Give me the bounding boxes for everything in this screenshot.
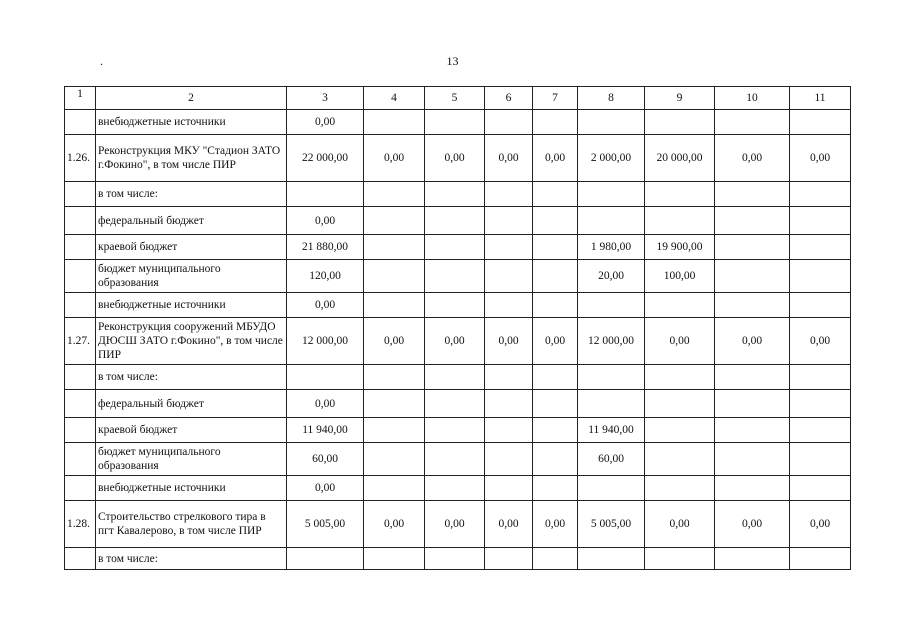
row-code	[65, 207, 96, 235]
value-cell-col-4	[364, 110, 425, 135]
value-cell-col-4	[364, 476, 425, 501]
value-cell-col-10	[715, 365, 790, 390]
value-cell-col-8	[578, 365, 645, 390]
value-cell-col-5	[425, 390, 485, 418]
row-code: 1.27.	[65, 318, 96, 365]
header-cell-5: 5	[425, 87, 485, 110]
value-cell-col-7: 0,00	[533, 501, 578, 548]
value-cell-col-9	[645, 418, 715, 443]
value-cell-col-3: 0,00	[287, 293, 364, 318]
value-cell-col-4	[364, 365, 425, 390]
row-label: в том числе:	[96, 365, 287, 390]
value-cell-col-4	[364, 182, 425, 207]
value-cell-col-5	[425, 293, 485, 318]
row-label: внебюджетные источники	[96, 476, 287, 501]
value-cell-col-10	[715, 182, 790, 207]
value-cell-col-5	[425, 235, 485, 260]
value-cell-col-6	[485, 548, 533, 570]
header-cell-4: 4	[364, 87, 425, 110]
header-cell-1: 1	[65, 87, 96, 110]
row-label: бюджет муниципального образования	[96, 260, 287, 293]
value-cell-col-6	[485, 390, 533, 418]
row-label: в том числе:	[96, 548, 287, 570]
value-cell-col-5	[425, 548, 485, 570]
value-cell-col-4	[364, 443, 425, 476]
value-cell-col-4	[364, 548, 425, 570]
page-mark: .	[100, 54, 103, 68]
page-number: 13	[446, 54, 459, 68]
row-label: Реконструкция сооружений МБУДО ДЮСШ ЗАТО г.Фокино", в том числе ПИР	[96, 318, 287, 365]
value-cell-col-6	[485, 207, 533, 235]
value-cell-col-4	[364, 260, 425, 293]
value-cell-col-6	[485, 110, 533, 135]
row-code: 1.28.	[65, 501, 96, 548]
table-row	[65, 135, 851, 182]
value-cell-col-9	[645, 293, 715, 318]
value-cell-col-3: 0,00	[287, 110, 364, 135]
value-cell-col-9	[645, 365, 715, 390]
table-body	[65, 87, 851, 570]
value-cell-col-10	[715, 207, 790, 235]
row-label: краевой бюджет	[96, 235, 287, 260]
value-cell-col-10	[715, 548, 790, 570]
row-code	[65, 476, 96, 501]
value-cell-col-9	[645, 443, 715, 476]
value-cell-col-7	[533, 418, 578, 443]
value-cell-col-6	[485, 293, 533, 318]
value-cell-col-3: 12 000,00	[287, 318, 364, 365]
table-row	[65, 418, 851, 443]
table-row	[65, 293, 851, 318]
value-cell-col-9	[645, 207, 715, 235]
value-cell-col-10	[715, 476, 790, 501]
table-row	[65, 318, 851, 365]
row-code	[65, 293, 96, 318]
value-cell-col-5: 0,00	[425, 501, 485, 548]
row-label: Реконструкция МКУ "Стадион ЗАТО г.Фокино", в том числе ПИР	[96, 135, 287, 182]
value-cell-col-8: 2 000,00	[578, 135, 645, 182]
row-code	[65, 390, 96, 418]
table-row	[65, 390, 851, 418]
value-cell-col-5	[425, 418, 485, 443]
value-cell-col-7	[533, 390, 578, 418]
value-cell-col-8	[578, 293, 645, 318]
value-cell-col-3: 5 005,00	[287, 501, 364, 548]
value-cell-col-9: 19 900,00	[645, 235, 715, 260]
value-cell-col-10: 0,00	[715, 501, 790, 548]
value-cell-col-10	[715, 418, 790, 443]
value-cell-col-11	[790, 390, 851, 418]
value-cell-col-9	[645, 390, 715, 418]
value-cell-col-3: 0,00	[287, 476, 364, 501]
value-cell-col-8: 5 005,00	[578, 501, 645, 548]
value-cell-col-5: 0,00	[425, 135, 485, 182]
header-cell-11: 11	[790, 87, 851, 110]
value-cell-col-4: 0,00	[364, 135, 425, 182]
value-cell-col-6	[485, 476, 533, 501]
value-cell-col-10	[715, 443, 790, 476]
value-cell-col-11	[790, 182, 851, 207]
value-cell-col-4	[364, 418, 425, 443]
value-cell-col-11	[790, 476, 851, 501]
value-cell-col-8	[578, 390, 645, 418]
row-code	[65, 110, 96, 135]
value-cell-col-6: 0,00	[485, 318, 533, 365]
value-cell-col-8: 11 940,00	[578, 418, 645, 443]
value-cell-col-7	[533, 365, 578, 390]
value-cell-col-8	[578, 476, 645, 501]
value-cell-col-4	[364, 293, 425, 318]
header-cell-6: 6	[485, 87, 533, 110]
value-cell-col-5	[425, 182, 485, 207]
row-label: внебюджетные источники	[96, 293, 287, 318]
value-cell-col-10: 0,00	[715, 318, 790, 365]
header-cell-7: 7	[533, 87, 578, 110]
table-row	[65, 501, 851, 548]
value-cell-col-11	[790, 365, 851, 390]
row-code	[65, 235, 96, 260]
value-cell-col-11	[790, 548, 851, 570]
value-cell-col-3: 0,00	[287, 207, 364, 235]
value-cell-col-3	[287, 182, 364, 207]
value-cell-col-11	[790, 207, 851, 235]
value-cell-col-11	[790, 443, 851, 476]
value-cell-col-3: 60,00	[287, 443, 364, 476]
row-label: бюджет муниципального образования	[96, 443, 287, 476]
value-cell-col-6	[485, 260, 533, 293]
value-cell-col-7	[533, 235, 578, 260]
value-cell-col-6	[485, 365, 533, 390]
value-cell-col-8	[578, 182, 645, 207]
table-row	[65, 548, 851, 570]
header-cell-3: 3	[287, 87, 364, 110]
value-cell-col-8	[578, 207, 645, 235]
value-cell-col-6	[485, 443, 533, 476]
value-cell-col-3: 0,00	[287, 390, 364, 418]
row-label: краевой бюджет	[96, 418, 287, 443]
value-cell-col-7	[533, 548, 578, 570]
value-cell-col-3: 21 880,00	[287, 235, 364, 260]
value-cell-col-9: 0,00	[645, 318, 715, 365]
value-cell-col-5	[425, 207, 485, 235]
value-cell-col-10	[715, 235, 790, 260]
value-cell-col-11: 0,00	[790, 135, 851, 182]
value-cell-col-9: 100,00	[645, 260, 715, 293]
value-cell-col-5	[425, 365, 485, 390]
row-code	[65, 443, 96, 476]
value-cell-col-4	[364, 207, 425, 235]
table-row	[65, 476, 851, 501]
value-cell-col-7	[533, 443, 578, 476]
value-cell-col-9: 0,00	[645, 501, 715, 548]
value-cell-col-8: 60,00	[578, 443, 645, 476]
value-cell-col-10	[715, 110, 790, 135]
value-cell-col-4: 0,00	[364, 501, 425, 548]
value-cell-col-10	[715, 260, 790, 293]
table-row	[65, 235, 851, 260]
value-cell-col-8	[578, 110, 645, 135]
header-cell-10: 10	[715, 87, 790, 110]
value-cell-col-8: 1 980,00	[578, 235, 645, 260]
row-code	[65, 418, 96, 443]
value-cell-col-8: 12 000,00	[578, 318, 645, 365]
value-cell-col-9	[645, 548, 715, 570]
table-row	[65, 182, 851, 207]
value-cell-col-10	[715, 390, 790, 418]
table-row	[65, 365, 851, 390]
value-cell-col-6: 0,00	[485, 501, 533, 548]
value-cell-col-9: 20 000,00	[645, 135, 715, 182]
value-cell-col-3: 22 000,00	[287, 135, 364, 182]
value-cell-col-11	[790, 235, 851, 260]
value-cell-col-11: 0,00	[790, 501, 851, 548]
value-cell-col-3: 11 940,00	[287, 418, 364, 443]
value-cell-col-4	[364, 235, 425, 260]
budget-table	[64, 86, 851, 570]
value-cell-col-11: 0,00	[790, 318, 851, 365]
value-cell-col-5	[425, 110, 485, 135]
value-cell-col-6	[485, 182, 533, 207]
row-code	[65, 260, 96, 293]
value-cell-col-4	[364, 390, 425, 418]
value-cell-col-7: 0,00	[533, 318, 578, 365]
value-cell-col-6	[485, 418, 533, 443]
row-code	[65, 365, 96, 390]
table-row	[65, 260, 851, 293]
row-code	[65, 548, 96, 570]
value-cell-col-9	[645, 476, 715, 501]
value-cell-col-5: 0,00	[425, 318, 485, 365]
value-cell-col-5	[425, 476, 485, 501]
row-code: 1.26.	[65, 135, 96, 182]
value-cell-col-6: 0,00	[485, 135, 533, 182]
value-cell-col-11	[790, 260, 851, 293]
value-cell-col-7	[533, 207, 578, 235]
value-cell-col-5	[425, 443, 485, 476]
row-label: федеральный бюджет	[96, 207, 287, 235]
value-cell-col-3	[287, 365, 364, 390]
value-cell-col-7: 0,00	[533, 135, 578, 182]
value-cell-col-8: 20,00	[578, 260, 645, 293]
value-cell-col-10	[715, 293, 790, 318]
value-cell-col-7	[533, 260, 578, 293]
value-cell-col-3	[287, 548, 364, 570]
header-cell-2: 2	[96, 87, 287, 110]
value-cell-col-11	[790, 110, 851, 135]
row-label: Строительство стрелкового тира в пгт Кавалерово, в том числе ПИР	[96, 501, 287, 548]
value-cell-col-9	[645, 110, 715, 135]
value-cell-col-11	[790, 418, 851, 443]
row-label: внебюджетные источники	[96, 110, 287, 135]
row-code	[65, 182, 96, 207]
value-cell-col-10: 0,00	[715, 135, 790, 182]
value-cell-col-7	[533, 110, 578, 135]
row-label: в том числе:	[96, 182, 287, 207]
value-cell-col-9	[645, 182, 715, 207]
table-row	[65, 207, 851, 235]
value-cell-col-7	[533, 182, 578, 207]
value-cell-col-5	[425, 260, 485, 293]
value-cell-col-11	[790, 293, 851, 318]
value-cell-col-7	[533, 476, 578, 501]
value-cell-col-3: 120,00	[287, 260, 364, 293]
value-cell-col-7	[533, 293, 578, 318]
table-row	[65, 443, 851, 476]
table-row	[65, 110, 851, 135]
value-cell-col-6	[485, 235, 533, 260]
row-label: федеральный бюджет	[96, 390, 287, 418]
header-cell-8: 8	[578, 87, 645, 110]
value-cell-col-8	[578, 548, 645, 570]
value-cell-col-4: 0,00	[364, 318, 425, 365]
header-cell-9: 9	[645, 87, 715, 110]
table-header-row	[65, 87, 851, 110]
